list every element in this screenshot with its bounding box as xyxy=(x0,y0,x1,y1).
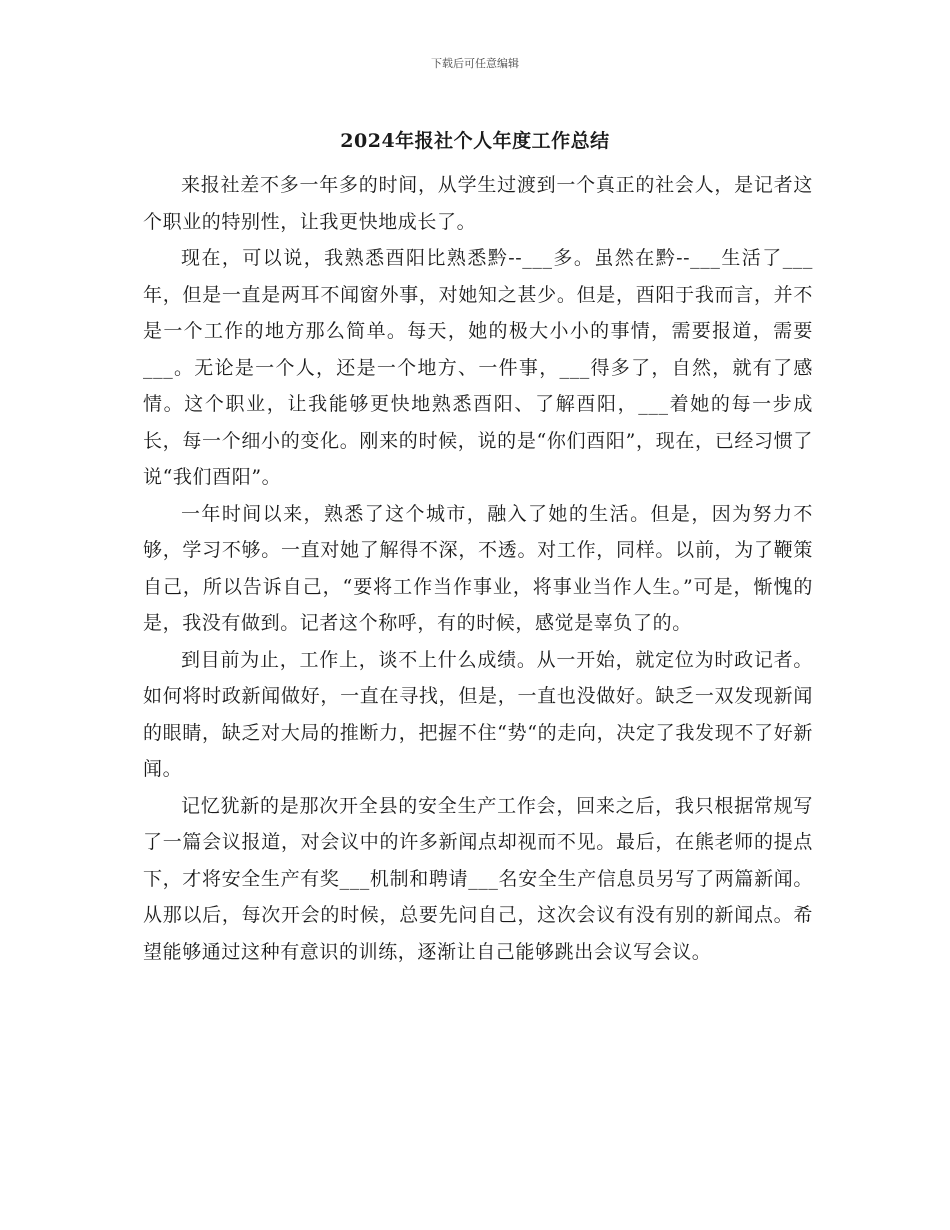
page-header-note: 下载后可任意编辑 xyxy=(431,57,519,70)
paragraph-4: 到目前为止，工作上，谈不上什么成绩。从一开始，就定位为时政记者。如何将时政新闻做好，一直在寻找，但是，一直也没做好。缺乏一双发现新闻的眼睛，缺乏对大局的推断力，把握不住“势“的走向，决定了我发现不了好新闻。 xyxy=(143,648,813,780)
paragraph-1: 来报社差不多一年多的时间，从学生过渡到一个真正的社会人，是记者这个职业的特别性，让我更快地成长了。 xyxy=(143,174,813,233)
document-body xyxy=(143,167,813,970)
paragraph-3: 一年时间以来，熟悉了这个城市，融入了她的生活。但是，因为努力不够，学习不够。一直对她了解得不深，不透。对工作，同样。以前，为了鞭策自己，所以告诉自己，“要将工作当作事业，将事业当作人生。”可是，惭愧的是，我没有做到。记者这个称呼，有的时候，感觉是辜负了的。 xyxy=(143,502,813,634)
paragraph-2: 现在，可以说，我熟悉酉阳比熟悉黔--___多。虽然在黔--___生活了___年，但是一直是两耳不闻窗外事，对她知之甚少。但是，酉阳于我而言，并不是一个工作的地方那么简单。每天，她的极大小小的事情，需要报道，需要___。无论是一个人，还是一个地方、一件事，___得多了，自然，就有了感情。这个职业，让我能够更快地熟悉酉阳、了解酉阳，___着她的每一步成长，每一个细小的变化。刚来的时候，说的是“你们酉阳”，现在，已经习惯了说“我们酉阳”。 xyxy=(143,247,813,488)
document-title: 2024年报社个人年度工作总结 xyxy=(340,130,610,152)
paragraph-5: 记忆犹新的是那次开全县的安全生产工作会，回来之后，我只根据常规写了一篇会议报道，对会议中的许多新闻点却视而不见。最后，在熊老师的提点下，才将安全生产有奖___机制和聘请___名安全生产信息员另写了两篇新闻。从那以后，每次开会的时候，总要先问自己，这次会议有没有别的新闻点。希望能够通过这种有意识的训练，逐渐让自己能够跳出会议写会议。 xyxy=(143,794,813,963)
